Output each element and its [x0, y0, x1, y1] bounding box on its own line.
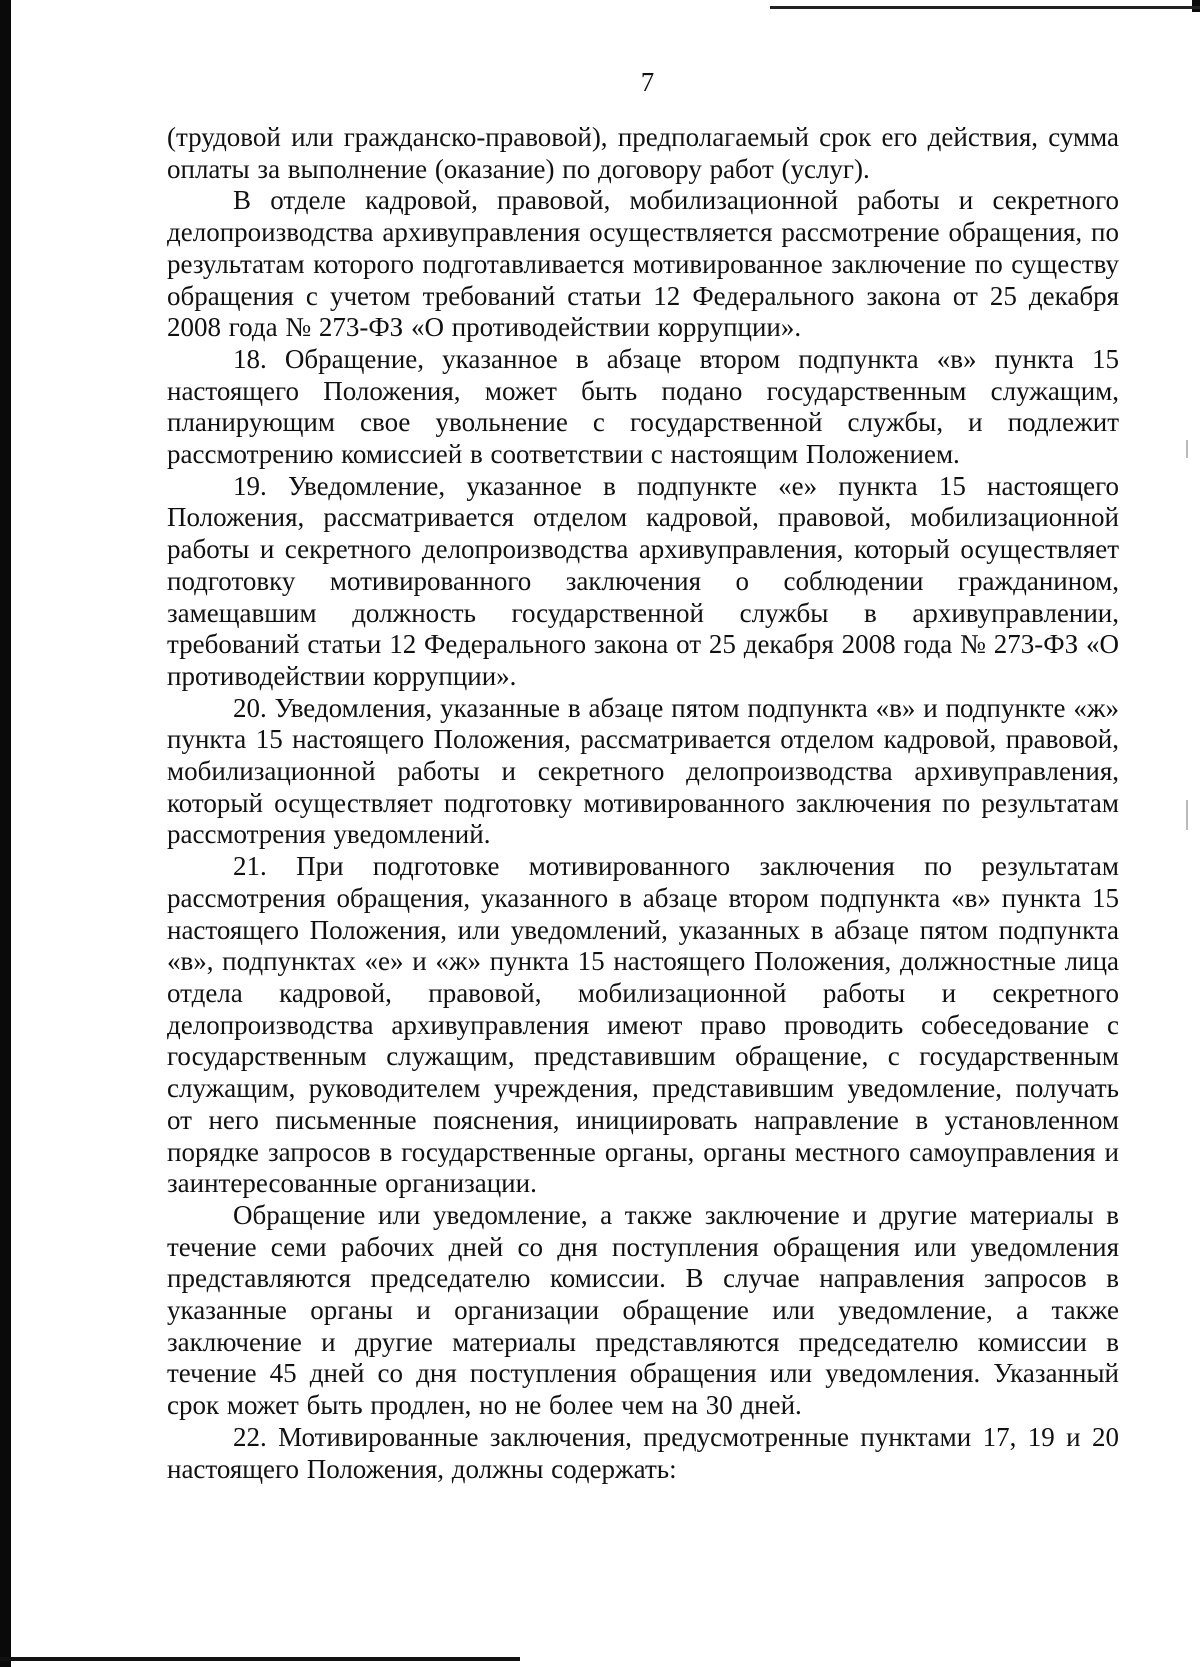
paragraph-item-22: 22. Мотивированные заключения, предусмотренные пунктами 17, 19 и 20 настоящего Положения, должны содержать: [167, 1421, 1119, 1484]
paragraph-item-18: 18. Обращение, указанное в абзаце втором подпункта «в» пункта 15 настоящего Положения, может быть подано государственным служащим, планирующим свое увольнение с государственной службы, и подлежит рассмотрению комиссией в соответствии с настоящим Положением. [167, 343, 1119, 470]
scan-line-top [770, 6, 1200, 9]
paragraph-item-20: 20. Уведомления, указанные в абзаце пятом подпункта «в» и подпункте «ж» пункта 15 настоящего Положения, рассматривается отделом кадровой, правовой, мобилизационной работы и секретного делопроизводства архивуправления, который осуществляет подготовку мотивированного заключения по результатам рассмотрения уведомлений. [167, 692, 1119, 850]
paragraph-item-21: 21. При подготовке мотивированного заключения по результатам рассмотрения обращения, указанного в абзаце втором подпункта «в» пункта 15 настоящего Положения, или уведомлений, указанных в абзаце пятом подпункта «в», подпунктах «е» и «ж» пункта 15 настоящего Положения, должностные лица отдела кадровой, правовой, мобилизационной работы и секретного делопроизводства архивуправления имеют право проводить собеседование с государственным служащим, представившим обращение, с государственным служащим, руководителем учреждения, представившим уведомление, получать от него письменные пояснения, инициировать направление в установленном порядке запросов в государственные органы, органы местного самоуправления и заинтересованные организации. [167, 851, 1119, 1199]
paragraph-continuation: (трудовой или гражданско-правовой), предполагаемый срок его действия, сумма оплаты за выполнение (оказание) по договору работ (услуг). [167, 122, 1119, 184]
scan-mark [1186, 440, 1188, 458]
page-number: 7 [640, 67, 655, 97]
paragraph-deadlines: Обращение или уведомление, а также заключение и другие материалы в течение семи рабочих дней со дня поступления обращения или уведомления представляются председателю комиссии. В случае направления запросов в указанные органы и организации обращение или уведомление, а также заключение и другие материалы представляются председателю комиссии в течение 45 дней со дня поступления обращения или уведомления. Указанный срок может быть продлен, но не более чем на 30 дней. [167, 1199, 1119, 1421]
scan-line-bottom [0, 1657, 520, 1661]
document-body [167, 122, 1119, 1485]
paragraph-item-19: 19. Уведомление, указанное в подпункте «е» пункта 15 настоящего Положения, рассматривается отделом кадровой, правовой, мобилизационной работы и секретного делопроизводства архивуправления, который осуществляет подготовку мотивированного заключения о соблюдении гражданином, замещавшим должность государственной службы в архивуправлении, требований статьи 12 Федерального закона от 25 декабря 2008 года № 273-ФЗ «О противодействии коррупции». [167, 470, 1119, 691]
scan-border-left [0, 0, 11, 1667]
paragraph-review: В отделе кадровой, правовой, мобилизационной работы и секретного делопроизводства архивуправления осуществляется рассмотрение обращения, по результатам которого подготавливается мотивированное заключение по существу обращения с учетом требований статьи 12 Федерального закона от 25 декабря 2008 года № 273-ФЗ «О противодействии коррупции». [167, 185, 1119, 343]
scan-mark [1186, 800, 1188, 830]
